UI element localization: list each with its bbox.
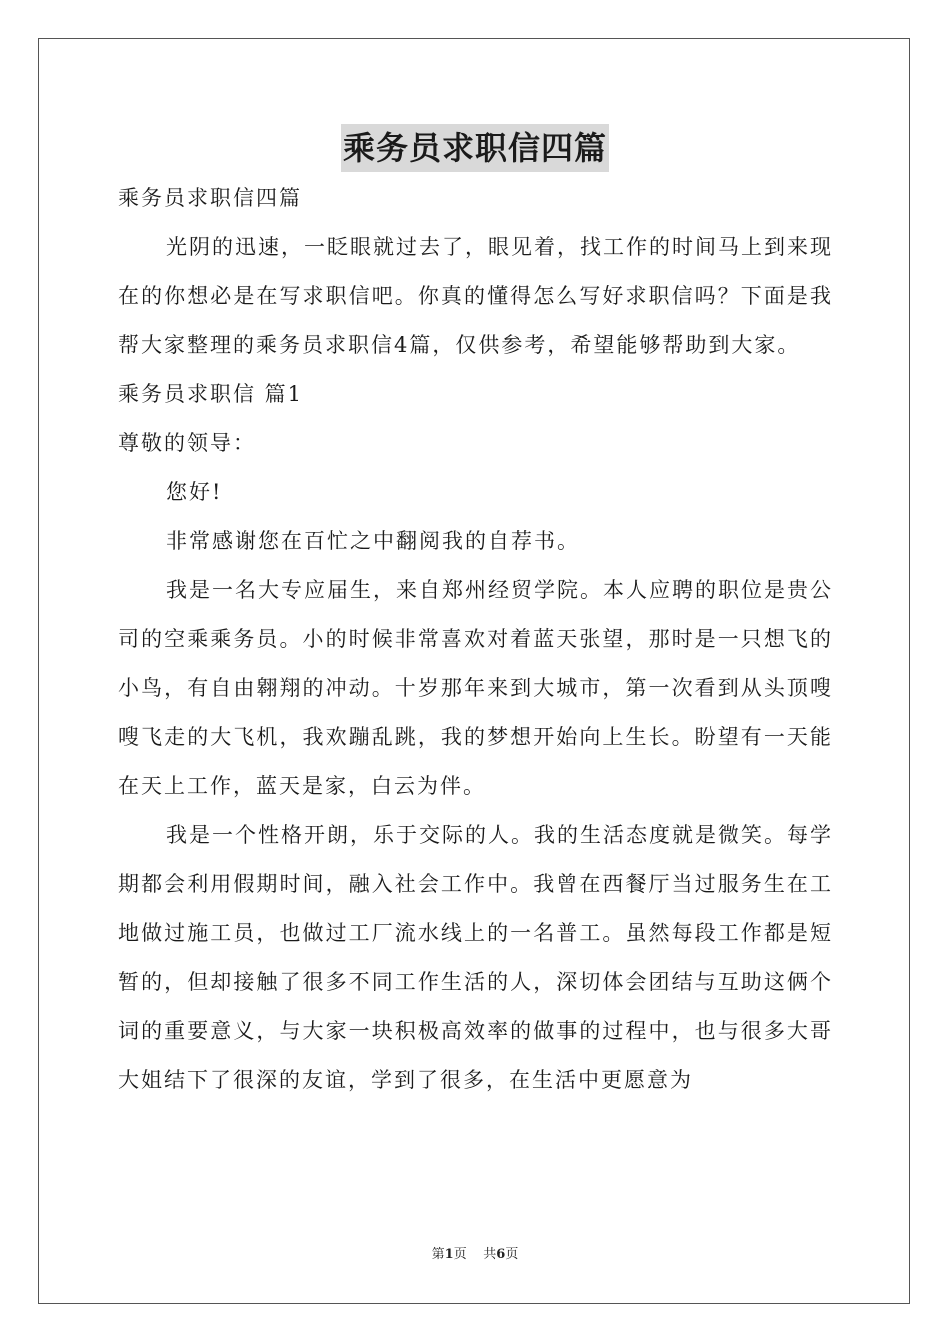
thanks-paragraph: 非常感谢您在百忙之中翻阅我的自荐书。 — [166, 529, 580, 553]
total-prefix: 共 — [483, 1247, 497, 1262]
total-unit: 页 — [505, 1247, 519, 1262]
page-unit: 页 — [453, 1247, 467, 1262]
page-footer — [0, 1246, 950, 1264]
section-heading: 乘务员求职信 篇1 — [118, 382, 304, 406]
total-page-count: 6 — [496, 1247, 506, 1262]
current-page-number: 1 — [444, 1247, 454, 1262]
intro-paragraph: 光阴的迅速，一眨眼就过去了，眼见着，找工作的时间马上到来现在的你想必是在写求职信吧。你真的懂得怎么写好求职信吗？下面是我帮大家整理的乘务员求职信4篇，仅供参考，希望能够帮助到大家。 — [118, 235, 833, 357]
salutation: 尊敬的领导： — [118, 431, 256, 455]
document-body — [118, 174, 833, 1105]
greeting: 您好! — [166, 480, 223, 504]
body-paragraph-1: 我是一名大专应届生，来自郑州经贸学院。本人应聘的职位是贵公司的空乘乘务员。小的时候非常喜欢对着蓝天张望，那时是一只想飞的小鸟，有自由翱翔的冲动。十岁那年来到大城市，第一次看到从头顶嗖嗖飞走的大飞机，我欢蹦乱跳，我的梦想开始向上生长。盼望有一天能在天上工作，蓝天是家，白云为伴。 — [118, 578, 833, 798]
page-prefix: 第 — [431, 1247, 445, 1262]
document-title: 乘务员求职信四篇 — [341, 124, 609, 172]
body-paragraph-2: 我是一个性格开朗，乐于交际的人。我的生活态度就是微笑。每学期都会利用假期时间，融入社会工作中。我曾在西餐厅当过服务生在工地做过施工员，也做过工厂流水线上的一名普工。虽然每段工作都是短暂的，但却接触了很多不同工作生活的人，深切体会团结与互助这俩个词的重要意义，与大家一块积极高效率的做事的过程中，也与很多大哥大姐结下了很深的友谊，学到了很多，在生活中更愿意为 — [118, 823, 833, 1092]
title-container — [0, 124, 950, 172]
subtitle-paragraph: 乘务员求职信四篇 — [118, 186, 302, 210]
